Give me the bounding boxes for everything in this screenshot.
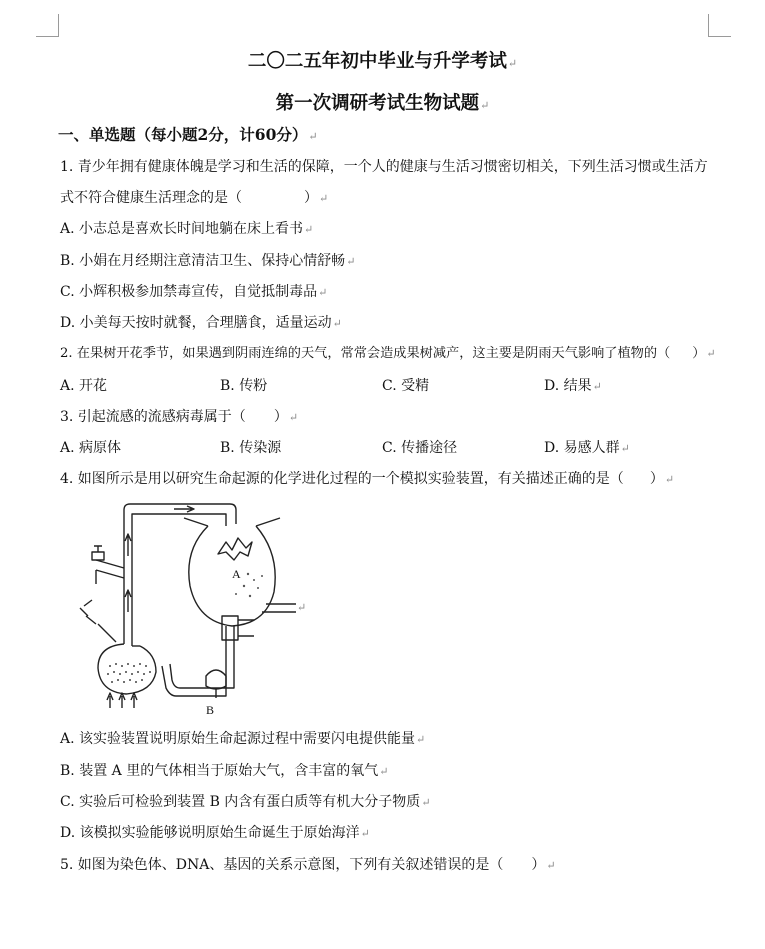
q5-stem-text: 5. 如图为染色体、DNA、基因的关系示意图，下列有关叙述错误的是（ [60,857,504,873]
q4-stem-text: 4. 如图所示是用以研究生命起源的化学进化过程的一个模拟实验装置，有关描述正确的是（ [60,471,624,487]
heat-arrow-1 [107,693,113,708]
q1-option-d [60,314,342,333]
q3-option-d-text: D. 易感人群 [544,440,620,456]
q4-option-c-text: C. 实验后可检验到装置 B 内含有蛋白质等有机大分子物质 [60,794,421,810]
paragraph-mark: ↵ [346,255,356,268]
boiling-liquid [107,663,151,683]
paragraph-mark: ↵ [360,827,370,840]
paragraph-mark: ↵ [319,192,329,205]
q1-stem-line2 [60,189,328,208]
q1-stem-line1: 1. 青少年拥有健康体魄是学习和生活的保障，一个人的健康与生活习惯密切相关，下列生活习惯或生活方 [60,159,708,175]
q4-stem-close: ） [649,471,664,487]
q1-option-d-text: D. 小美每天按时就餐，合理膳食，适量运动 [60,315,332,331]
q4-option-a-text: A. 该实验装置说明原始生命起源过程中需要闪电提供能量 [60,731,416,747]
flow-arrow-up-upper [125,534,131,556]
q3-option-d [544,439,630,458]
return-tube-outer [162,626,226,696]
figure-label-b: B [206,703,215,717]
paragraph-mark: ↵ [480,99,490,112]
q1-option-a [60,220,313,239]
miller-experiment-apparatus-figure [66,496,316,718]
q4-option-b [60,762,388,781]
page-corner-mark-top-left [36,14,59,37]
boiling-flask [98,644,156,694]
q5-stem [60,856,556,875]
q4-option-c [60,793,431,812]
paragraph-mark: ↵ [416,733,426,746]
q2-stem [60,345,716,363]
figure-paragraph-mark [296,598,306,617]
q1-stem-close: ） [304,190,318,206]
flask-stopcock [86,616,116,642]
q2-option-c: C. 受精 [382,378,430,394]
paragraph-mark: ↵ [297,601,307,614]
tube-inner [132,514,226,646]
trap-b [206,670,226,689]
q2-option-d-text: D. 结果 [544,378,592,394]
title-line1-text: 二〇二五年初中毕业与升学考试 [247,51,507,72]
q4-option-d [60,824,370,843]
figure-label-a: A [232,567,241,581]
flow-arrow-up-lower [125,590,131,612]
paragraph-mark: ↵ [332,317,342,330]
q3-stem-text: 3. 引起流感的流感病毒属于（ [60,409,246,425]
paragraph-mark: ↵ [288,411,299,424]
exam-title-line1 [0,47,765,73]
tap-valve [92,546,104,560]
heat-arrow-2 [119,693,125,708]
heat-arrow-3 [131,693,137,708]
q1-option-a-text: A. 小志总是喜欢长时间地躺在床上看书 [60,221,304,237]
q1-option-c-text: C. 小辉积极参加禁毒宣传，自觉抵制毒品 [60,284,318,300]
q1-option-c [60,283,327,302]
paragraph-mark: ↵ [620,442,630,455]
q4-option-a [60,730,425,749]
paragraph-mark: ↵ [592,380,602,393]
exam-title-line2 [0,89,765,115]
condenser-jacket [222,616,238,640]
q4-option-d-text: D. 该模拟实验能够说明原始生命诞生于原始海洋 [60,825,360,841]
q3-stem [60,408,298,427]
q3-option-a: A. 病原体 [60,440,122,456]
q1-option-b-text: B. 小娟在月经期注意清洁卫生、保持心情舒畅 [60,253,346,269]
page-corner-mark-top-right [708,14,731,37]
q3-option-b: B. 传染源 [220,440,282,456]
paragraph-mark: ↵ [664,473,675,486]
q3-stem-close: ） [273,409,288,425]
q1-option-b [60,252,355,271]
q2-option-b: B. 传粉 [220,378,268,394]
paragraph-mark: ↵ [308,130,318,143]
tap-arm [96,560,124,578]
q4-stem [60,470,674,489]
q3-option-c: C. 传播途径 [382,440,458,456]
section-heading [58,126,318,146]
flow-arrow-right [174,506,194,512]
condenser-ports [238,620,254,636]
paragraph-mark: ↵ [421,796,431,809]
q5-stem-close: ） [531,857,546,873]
paragraph-mark: ↵ [546,859,556,872]
section-heading-text: 一、单选题（每小题2分，计60分） [58,125,308,144]
paragraph-mark: ↵ [379,765,389,778]
q2-stem-text: 2. 在果树开花季节，如果遇到阴雨连绵的天气，常常会造成果树减产，这主要是阴雨天气影响了植物的（ [60,346,671,361]
paragraph-mark: ↵ [507,57,518,70]
q2-option-d [544,377,602,396]
flask-a-electrodes [184,518,280,526]
q2-stem-close: ） [692,346,706,361]
paragraph-mark: ↵ [304,223,314,236]
title-line2-text: 第一次调研考试生物试题 [275,93,480,114]
q1-stem-text: 式不符合健康生活理念的是（ [60,190,242,206]
paragraph-mark: ↵ [318,286,328,299]
paragraph-mark: ↵ [706,347,716,360]
spark-discharge [218,538,252,560]
return-tube-inner [170,626,234,688]
q2-option-a: A. 开花 [60,378,108,394]
q4-option-b-text: B. 装置 A 里的气体相当于原始大气，含丰富的氧气 [60,763,379,779]
